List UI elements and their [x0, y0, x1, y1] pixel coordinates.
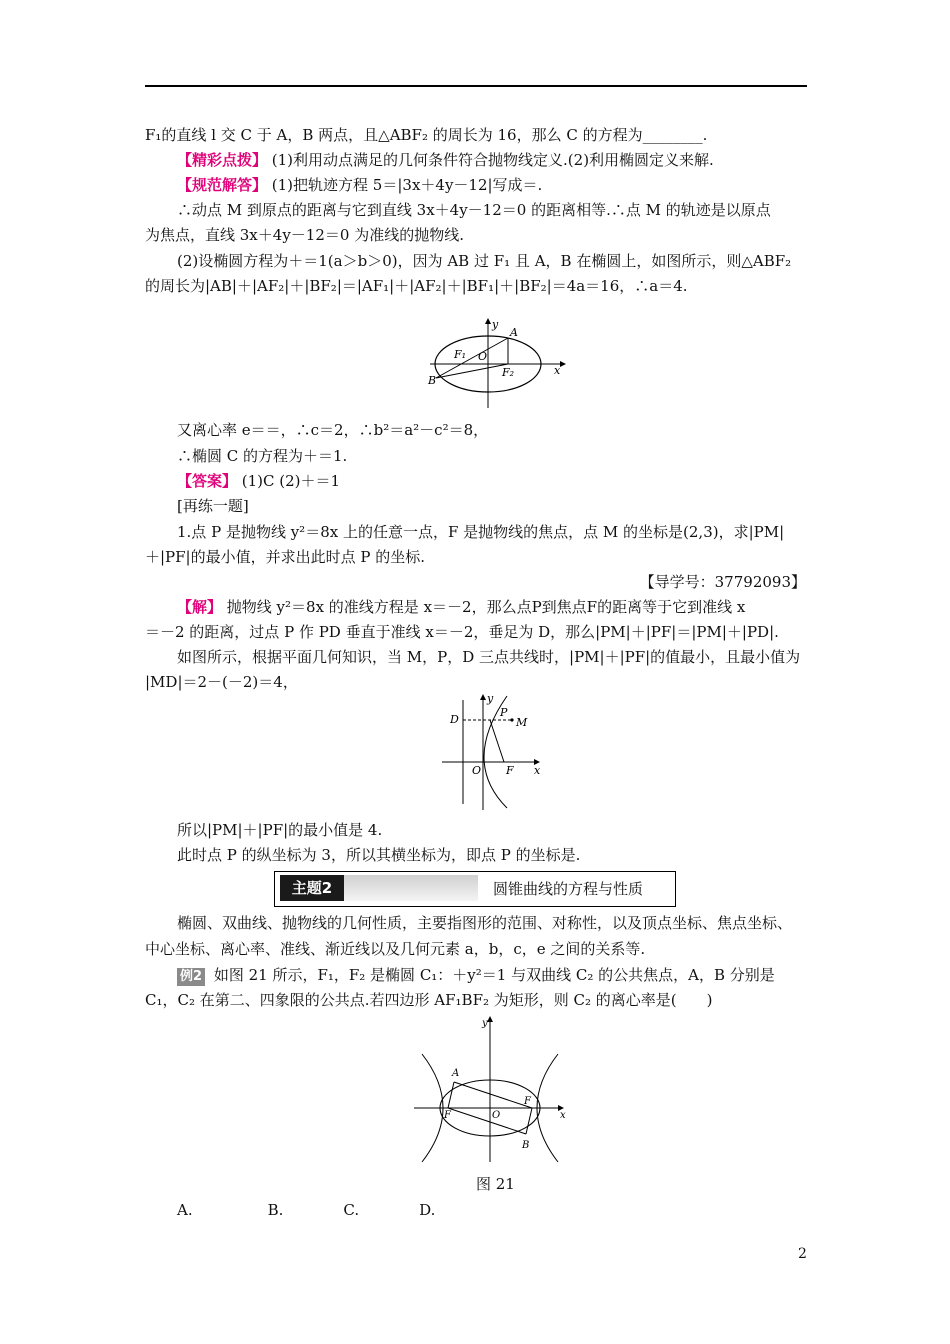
text-line [177, 175, 542, 195]
hint-text: (1)利用动点满足的几何条件符合抛物线定义.(2)利用椭圆定义来解. [267, 151, 714, 169]
ellipse-hyperbola-figure [412, 1014, 572, 1164]
solve-tag: 【解】 [177, 598, 223, 616]
label-O: O [492, 1110, 501, 1121]
text-line: 此时点 P 的纵坐标为 3，所以其横坐标为，即点 P 的坐标是. [177, 846, 581, 864]
label-M: M [516, 716, 528, 729]
text-line [177, 150, 714, 170]
answer-choices: A. B. C. D. [177, 1201, 436, 1219]
label-O: O [478, 350, 488, 363]
label-F2: F [524, 1096, 531, 1107]
label-D: D [450, 713, 459, 726]
section-banner [274, 871, 676, 907]
label-F: F [506, 764, 514, 777]
label-F1: F [444, 1110, 451, 1121]
answer-tag: 【答案】 [177, 472, 238, 490]
text-line [177, 965, 775, 986]
text-line: ＋|PF|的最小值，并求出此时点 P 的坐标. [145, 548, 426, 566]
text-line: 的周长为|AB|＋|AF₂|＋|BF₂|＝|AF₁|＋|AF₂|＋|BF₁|＋|BF₂|＝4a＝16，∴a＝4. [145, 277, 688, 295]
solution-text: (1)把轨迹方程 5＝|3x＋4y－12|写成＝. [267, 176, 543, 194]
label-y: y [492, 318, 499, 331]
example-badge: 例2 [177, 968, 205, 986]
text-line: 又离心率 e＝＝，∴c＝2，∴b²＝a²－c²＝8， [177, 421, 489, 439]
ellipse-figure [420, 318, 570, 410]
text-line: 椭圆、双曲线、抛物线的几何性质，主要指图形的范围、对称性，以及顶点坐标、焦点坐标、 [177, 914, 793, 932]
text-line [177, 597, 745, 617]
figure-caption: 图 21 [476, 1175, 515, 1193]
label-F1: F₁ [454, 348, 467, 361]
label-B: B [428, 374, 437, 387]
solve-text: 抛物线 y²＝8x 的准线方程是 x＝－2，那么点P到焦点F的距离等于它到准线 x [222, 598, 746, 616]
label-P: P [500, 706, 508, 719]
label-F2: F₂ [502, 366, 515, 379]
header-rule [145, 85, 807, 87]
label-A: A [452, 1068, 460, 1079]
label-O: O [472, 764, 482, 777]
text-line: ∴动点 M 到原点的距离与它到直线 3x＋4y－12＝0 的距离相等.∴点 M 的轨迹是以原点 [177, 201, 771, 219]
text-line: 如图所示，根据平面几何知识，当 M，P，D 三点共线时，|PM|＋|PF|的值最小，且最小值为 [177, 648, 801, 666]
text-line: ∴椭圆 C 的方程为＋＝1. [177, 447, 348, 465]
label-B: B [522, 1140, 530, 1151]
guide-number: 【导学号：37792093】 [639, 573, 806, 591]
text-line: 为焦点，直线 3x＋4y－12＝0 为准线的抛物线. [145, 226, 464, 244]
text-line: F₁的直线 l 交 C 于 A，B 两点，且△ABF₂ 的周长为 16，那么 C 的方程为________. [145, 126, 708, 144]
label-y: y [482, 1018, 488, 1029]
label-x: x [560, 1110, 566, 1121]
text-line: 1.点 P 是抛物线 y²＝8x 上的任意一点，F 是抛物线的焦点，点 M 的坐标是(2,3)，求|PM| [177, 523, 785, 541]
page-number: 2 [798, 1246, 807, 1262]
text-line: 所以|PM|＋|PF|的最小值是 4. [177, 821, 383, 839]
section-title: 圆锥曲线的方程与性质 [493, 880, 644, 898]
label-x: x [554, 364, 561, 377]
label-y: y [487, 692, 494, 705]
example-text: 如图 21 所示，F₁，F₂ 是椭圆 C₁：＋y²＝1 与双曲线 C₂ 的公共焦点，A，B 分别是 [209, 966, 775, 984]
parabola-figure [440, 692, 545, 812]
text-line: (2)设椭圆方程为＋＝1(a＞b＞0)，因为 AB 过 F₁ 且 A，B 在椭圆上，如图所示，则△ABF₂ [177, 252, 792, 270]
solution-tag: 【规范解答】 [177, 176, 268, 194]
answer-text: (1)C (2)＋＝1 [237, 472, 341, 490]
section-label: 主题2 [280, 875, 344, 901]
text-line: 中心坐标、离心率、准线、渐近线以及几何元素 a，b，c，e 之间的关系等. [145, 940, 646, 958]
label-x: x [534, 764, 541, 777]
text-line [177, 471, 340, 491]
text-line: ＝－2 的距离，过点 P 作 PD 垂直于准线 x＝－2，垂足为 D，那么|PM|＋|PF|＝|PM|＋|PD|. [145, 623, 779, 641]
text-line: |MD|＝2－(－2)＝4， [145, 673, 298, 691]
label-A: A [510, 326, 518, 339]
hint-tag: 【精彩点拨】 [177, 151, 268, 169]
section-gradient [344, 875, 478, 901]
text-line: C₁，C₂ 在第二、四象限的公共点.若四边形 AF₁BF₂ 为矩形，则 C₂ 的离心率是( ) [145, 991, 713, 1009]
text-line: [再练一题] [177, 497, 249, 515]
